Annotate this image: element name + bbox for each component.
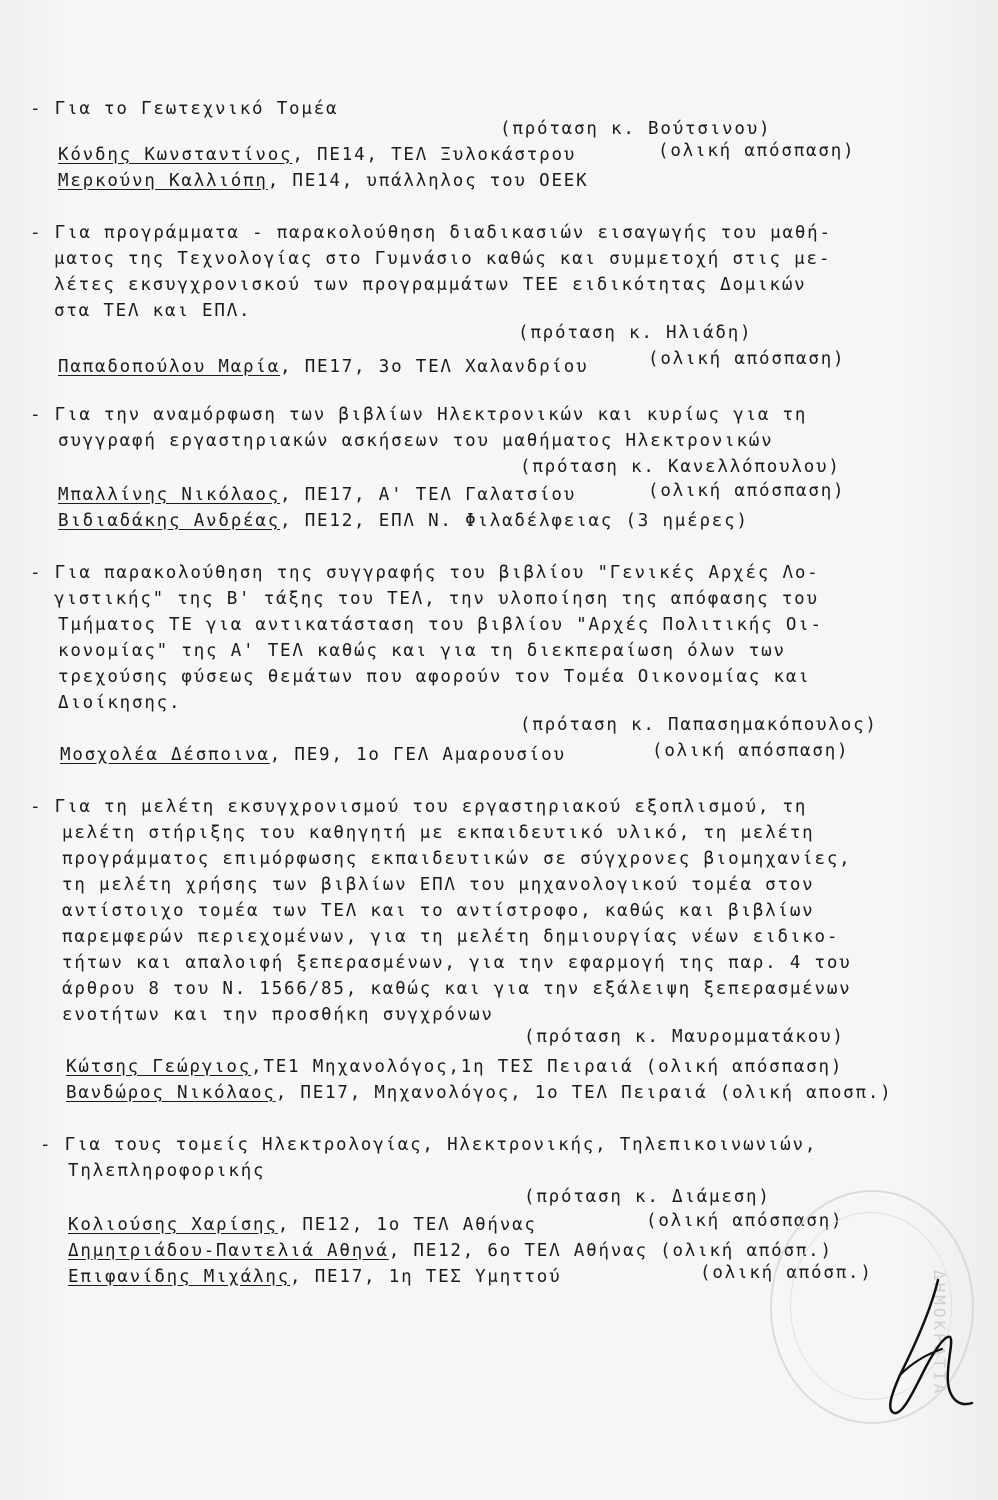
- body-text: τρεχούσης φύσεως θεμάτων που αφορούν τον Τομέα Οικονομίας και: [58, 667, 811, 687]
- body-text: κονομίας" της Α' ΤΕΛ καθώς και για τη διεκπεραίωση όλων των: [58, 641, 786, 661]
- body-text: άρθρου 8 του Ν. 1566/85, καθώς και για την εξάλειψη ξεπερασμένων: [62, 979, 852, 999]
- proposal-line: (πρόταση κ. Ηλιάδη): [518, 323, 753, 343]
- body-text: συγγραφή εργαστηριακών ασκήσεων του μαθήματος Ηλεκτρονικών: [58, 431, 774, 451]
- status-text: (ολική απόσπ.): [700, 1263, 873, 1283]
- person-name: Μερκούνη Καλλιόπη: [58, 171, 268, 191]
- body-text: αντίστοιχο τομέα των ΤΕΛ και το αντίστροφο, καθώς και βιβλίων: [62, 901, 815, 921]
- person-name: Μπαλλίνης Νικόλαος: [58, 485, 281, 505]
- proposal-line: (πρόταση κ. Διάμεση): [524, 1187, 771, 1207]
- person-details: , ΠΕ9, 1ο ΓΕΛ Αμαρουσίου: [269, 745, 566, 765]
- status-text: (ολική απόσπαση): [652, 741, 850, 761]
- status-text: (ολική απόσπαση): [648, 349, 846, 369]
- person-details: , ΠΕ17, 1η ΤΕΣ Υμηττού: [290, 1267, 562, 1287]
- body-text: προγράμματος επιμόρφωσης εκπαιδευτικών σε σύγχρονες βιομηχανίες,: [62, 849, 852, 869]
- body-text: ενοτήτων και την προσθήκη συγχρόνων: [62, 1005, 494, 1025]
- person-entry: [58, 510, 749, 532]
- person-name: Κόνδης Κωνσταντίνος: [58, 145, 293, 165]
- section-heading: - Για το Γεωτεχνικό Τομέα: [30, 99, 339, 119]
- person-entry: [66, 1056, 843, 1078]
- person-name: Παπαδοπούλου Μαρία: [58, 357, 281, 377]
- proposal-line: (πρόταση κ. Κανελλόπουλου): [520, 457, 841, 477]
- person-name: Κολιούσης Χαρίσης: [68, 1215, 278, 1235]
- person-details: , ΠΕ14, ΤΕΛ Ξυλοκάστρου: [292, 145, 577, 165]
- body-text: μελέτη στήριξης του καθηγητή με εκπαιδευτικό υλικό, τη μελέτη: [62, 823, 815, 843]
- person-details: , ΠΕ12, ΕΠΛ Ν. Φιλαδέλφειας (3 ημέρες): [280, 511, 749, 531]
- stamp-lettering: ΔΗΜΟΚΡΑΤΙΑ: [930, 1270, 949, 1397]
- proposal-line: (πρόταση κ. Παπασημακόπουλος): [520, 715, 878, 735]
- status-text: (ολική απόσπαση): [646, 1211, 844, 1231]
- body-text: παρεμφερών περιεχομένων, για τη μελέτη δημιουργίας νέων ειδικο-: [62, 927, 840, 947]
- body-text: τήτων και απαλοιφή ξεπερασμένων, για την εφαρμογή της παρ. 4 του: [62, 953, 852, 973]
- person-details: , ΠΕ17, Α' ΤΕΛ Γαλατσίου: [280, 485, 577, 505]
- person-details: , ΠΕ12, 6ο ΤΕΛ Αθήνας (ολική απόσπ.): [388, 1241, 833, 1261]
- person-name: Επιφανίδης Μιχάλης: [68, 1267, 291, 1287]
- person-entry: [60, 744, 566, 766]
- person-entry: [68, 1266, 561, 1288]
- person-name: Κώτσης Γεώργιος: [66, 1057, 252, 1077]
- section-heading: - Για τους τομείς Ηλεκτρολογίας, Ηλεκτρονικής, Τηλεπικοινωνιών,: [40, 1135, 818, 1155]
- person-details: , ΠΕ17, Μηχανολόγος, 1ο ΤΕΛ Πειραιά (ολική αποσπ.): [275, 1083, 893, 1103]
- body-text: Τηλεπληροφορικής: [68, 1161, 266, 1181]
- person-entry: [68, 1214, 537, 1236]
- body-text: Τμήματος ΤΕ για αντικατάσταση του βιβλίου "Αρχές Πολιτικής Οι-: [58, 615, 823, 635]
- person-details: ,ΤΕ1 Μηχανολόγος,1η ΤΕΣ Πειραιά (ολική απόσπαση): [251, 1057, 844, 1077]
- body-text: ματος της Τεχνολογίας στο Γυμνάσιο καθώς και συμμετοχή στις με-: [54, 249, 832, 269]
- status-text: (ολική απόσπαση): [658, 141, 856, 161]
- person-name: Βιδιαδάκης Ανδρέας: [58, 511, 281, 531]
- person-entry: [58, 356, 588, 378]
- body-text: γιστικής" της Β' τάξης του ΤΕΛ, την υλοποίηση της απόφασης του: [54, 589, 819, 609]
- section-heading: - Για παρακολούθηση της συγγραφής του βιβλίου "Γενικές Αρχές Λο-: [30, 563, 820, 583]
- body-text: στα ΤΕΛ και ΕΠΛ.: [54, 301, 252, 321]
- body-text: λέτες εκσυγχρονισκού των προγραμμάτων ΤΕΕ ειδικότητας Δομικών: [54, 275, 807, 295]
- person-name: Δημητριάδου-Παντελιά Αθηνά: [68, 1241, 389, 1261]
- body-text: Διοίκησης.: [58, 693, 182, 713]
- person-entry: [58, 484, 576, 506]
- person-name: Μοσχολέα Δέσποινα: [60, 745, 270, 765]
- status-text: (ολική απόσπαση): [648, 481, 846, 501]
- person-entry: [58, 144, 576, 166]
- person-entry: [68, 1240, 833, 1262]
- body-text: τη μελέτη χρήσης των βιβλίων ΕΠΛ του μηχανολογικού τομέα στον: [62, 875, 815, 895]
- person-entry: [58, 170, 588, 192]
- person-details: , ΠΕ17, 3ο ΤΕΛ Χαλανδρίου: [280, 357, 589, 377]
- person-name: Βανδώρος Νικόλαος: [66, 1083, 276, 1103]
- section-heading: - Για την αναμόρφωση των βιβλίων Ηλεκτρονικών και κυρίως για τη: [30, 405, 808, 425]
- person-details: , ΠΕ14, υπάλληλος του ΟΕΕΚ: [267, 171, 589, 191]
- handwritten-signature: [880, 1275, 980, 1425]
- section-heading: - Για προγράμματα - παρακολούθηση διαδικασιών εισαγωγής του μαθή-: [30, 223, 832, 243]
- person-entry: [66, 1082, 893, 1104]
- proposal-line: (πρόταση κ. Μαυρομματάκου): [524, 1027, 845, 1047]
- section-heading: - Για τη μελέτη εκσυγχρονισμού του εργαστηριακού εξοπλισμού, τη: [30, 797, 808, 817]
- proposal-line: (πρόταση κ. Βούτσινου): [500, 119, 772, 139]
- person-details: , ΠΕ12, 1ο ΤΕΛ Αθήνας: [277, 1215, 537, 1235]
